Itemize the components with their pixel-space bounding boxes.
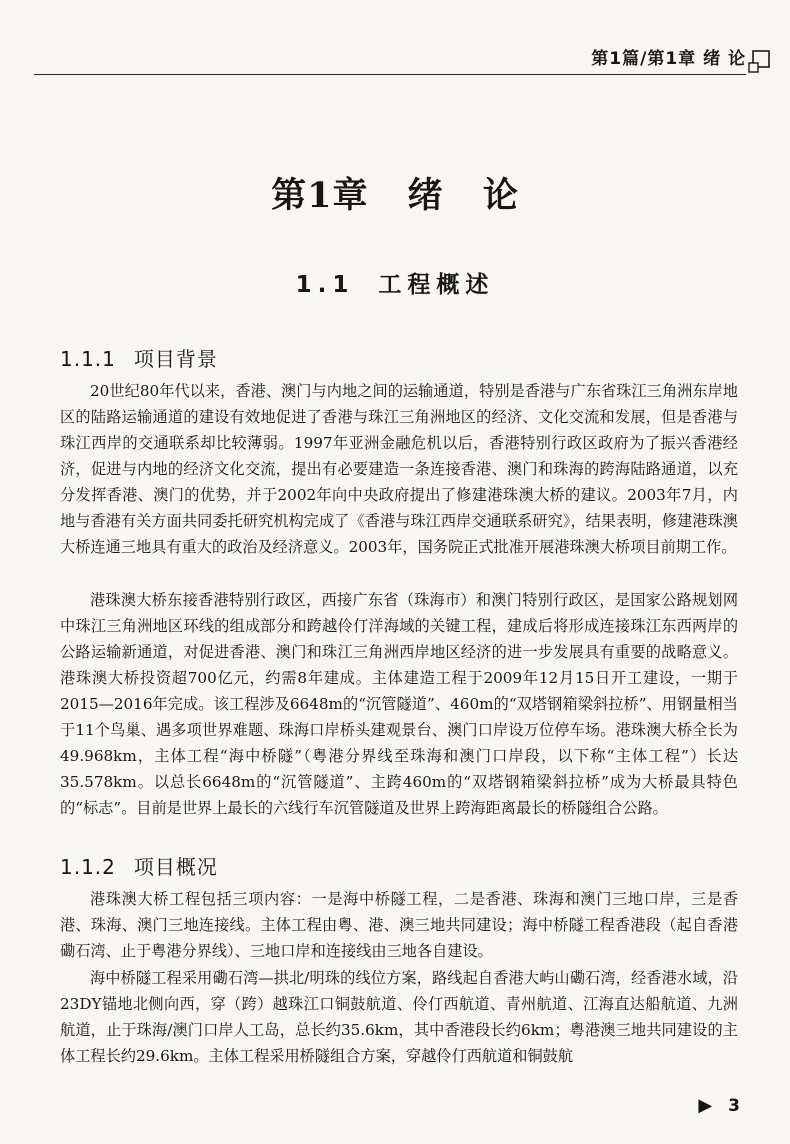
paragraph: 港珠澳大桥工程包括三项内容：一是海中桥隧工程，二是香港、珠海和澳门三地口岸，三是香港、珠海、澳门三地连接线。主体工程由粤、港、澳三地共同建设；海中桥隧工程香港段（起自香港磡石湾、止于粤港分界线）、三地口岸和连接线由三地各自建设。: [60, 890, 738, 960]
subsection-heading-overview: [60, 851, 218, 880]
subsection-number: 1.1.1: [60, 347, 116, 371]
page-arrow-icon: ▶: [698, 1095, 713, 1116]
header-corner-mark-icon: [748, 50, 772, 74]
paragraph: 港珠澳大桥东接香港特别行政区，西接广东省（珠海市）和澳门特别行政区，是国家公路规划网中珠江三角洲地区环线的组成部分和跨越伶仃洋海域的关键工程，建成后将形成连接珠江东西两岸的公路运输新通道，对促进香港、澳门和珠江三角洲西岸地区经济的进一步发展具有重要的战略意义。港珠澳大桥投资超700亿元，约需8年建成。主体建造工程于2009年12月15日开工建设，一期于2015—2016年完成。该工程涉及6648m的“沉管隧道”、460m的“双塔钢箱梁斜拉桥”、用钢量相当于11个鸟巢、遇多项世界难题、珠海口岸桥头建观景台、澳门口岸设万位停车场。港珠澳大桥全长为49.968km，主体工程“海中桥隧”（粤港分界线至珠海和澳门口岸段，以下称“主体工程”）长达35.578km。以总长6648m的“沉管隧道”、主跨460m的“双塔钢箱梁斜拉桥”成为大桥最具特色的“标志”。目前是世界上最长的六线行车沉管隧道及世界上跨海距离最长的桥隧组合公路。: [60, 591, 738, 817]
running-header: [34, 44, 746, 75]
subsection-number: 1.1.2: [60, 855, 116, 879]
paragraph: 20世纪80年代以来，香港、澳门与内地之间的运输通道，特别是香港与广东省珠江三角洲东岸地区的陆路运输通道的建设有效地促进了香港与珠江三角洲地区的经济、文化交流和发展，但是香港与珠江西岸的交通联系却比较薄弱。1997年亚洲金融危机以后，香港特别行政区政府为了振兴香港经济，促进与内地的经济文化交流，提出有必要建造一条连接香港、澳门和珠海的跨海陆路通道，以充分发挥香港、澳门的优势，并于2002年向中央政府提出了修建港珠澳大桥的建议。2003年7月，内地与香港有关方面共同委托研究机构完成了《香港与珠江西岸交通联系研究》，结果表明，修建港珠澳大桥连通三地具有重大的政治及经济意义。2003年，国务院正式批准开展港珠澳大桥项目前期工作。: [60, 382, 738, 556]
page-number: 3: [728, 1096, 740, 1116]
subsection-title: 项目概况: [133, 855, 218, 879]
running-header-title: 第1篇/第1章 绪 论: [591, 49, 746, 69]
subsection-title: 项目背景: [133, 347, 218, 371]
section-title: 1.1 工程概述: [295, 272, 495, 298]
page-footer: [698, 1093, 740, 1119]
paragraph: 海中桥隧工程采用磡石湾—拱北/明珠的线位方案，路线起自香港大屿山磡石湾，经香港水域，沿23DY锚地北侧向西，穿（跨）越珠江口铜鼓航道、伶仃西航道、青州航道、江海直达船航道、九洲航道，止于珠海/澳门口岸人工岛，总长约35.6km，其中香港段长约6km；粤港澳三地共同建设的主体工程长约29.6km。主体工程采用桥隧组合方案，穿越伶仃西航道和铜鼓航: [60, 969, 738, 1065]
subsection-heading-background: [60, 343, 218, 372]
chapter-title: 第1章 绪 论: [271, 175, 519, 216]
